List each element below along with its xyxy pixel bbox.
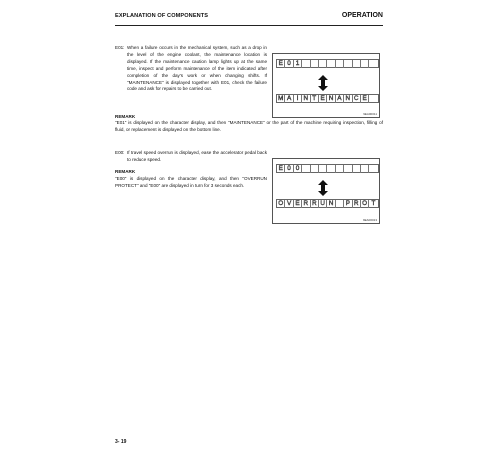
e00-code: E00: — [115, 150, 125, 155]
e00-paragraph — [115, 150, 267, 164]
e00-text: If travel speed overrun is displayed, ease the accelerator pedal back to reduce speed. — [127, 150, 267, 162]
lcd-character-cell — [369, 60, 377, 68]
page-number: 3- 19 — [115, 439, 127, 445]
lcd-character-cell — [353, 165, 361, 173]
e01-code: E01: — [115, 45, 125, 50]
lcd-character-cell: N — [327, 200, 335, 208]
lcd-character-cell: O — [361, 200, 369, 208]
double-arrow-icon — [318, 180, 328, 196]
lcd-character-cell: 1 — [294, 60, 302, 68]
lcd-character-cell — [311, 165, 319, 173]
lcd-character-cell: T — [371, 200, 376, 207]
display-figure-1 — [272, 53, 380, 118]
lcd-character-cell: E — [361, 95, 369, 103]
lcd-character-cell: R — [353, 200, 361, 208]
figure-id: 9EA00013 — [362, 218, 377, 222]
lcd-character-cell — [344, 165, 352, 173]
lcd-bottom-line — [276, 94, 379, 103]
lcd-character-cell — [311, 60, 319, 68]
lcd-character-cell — [361, 165, 369, 173]
lcd-character-cell — [369, 95, 377, 103]
display-figure-2 — [272, 158, 380, 224]
remark-2-text: "E00" is displayed on the character display, and then "OVERRUN PROTECT" and "E00" are displayed in turn for 3 seconds each. — [115, 176, 267, 188]
lcd-character-cell: R — [302, 200, 310, 208]
section-title: EXPLANATION OF COMPONENTS — [115, 13, 209, 19]
lcd-character-cell — [361, 60, 369, 68]
lcd-character-cell — [336, 200, 344, 208]
lcd-top-line — [276, 164, 379, 173]
double-arrow-icon — [318, 75, 328, 91]
lcd-character-cell — [353, 60, 361, 68]
lcd-character-cell: C — [353, 95, 361, 103]
figure-id: 9EA00011 — [363, 112, 377, 116]
lcd-character-cell: N — [327, 95, 335, 103]
lcd-character-cell — [302, 60, 310, 68]
lcd-character-cell: N — [344, 95, 352, 103]
lcd-character-cell: E — [277, 165, 285, 173]
lcd-character-cell — [369, 165, 377, 173]
lcd-character-cell: P — [344, 200, 352, 208]
lcd-character-cell: T — [311, 95, 319, 103]
lcd-character-cell: E — [294, 200, 302, 208]
lcd-character-cell: 0 — [285, 60, 293, 68]
lcd-character-cell — [319, 60, 327, 68]
lcd-character-cell: I — [294, 95, 302, 103]
lcd-character-cell: V — [285, 200, 293, 208]
lcd-character-cell: A — [285, 95, 293, 103]
lcd-top-line — [276, 59, 379, 68]
chapter-title: OPERATION — [341, 12, 383, 19]
page-header — [115, 13, 383, 26]
lcd-character-cell — [336, 165, 344, 173]
lcd-character-cell: E — [319, 95, 327, 103]
lcd-character-cell — [344, 60, 352, 68]
lcd-character-cell: 0 — [285, 165, 293, 173]
lcd-character-cell — [302, 165, 310, 173]
lcd-character-cell: 0 — [294, 165, 302, 173]
lcd-bottom-line — [276, 199, 379, 208]
lcd-character-cell: U — [319, 200, 327, 208]
lcd-character-cell — [319, 165, 327, 173]
lcd-character-cell: A — [336, 95, 344, 103]
lcd-character-cell: R — [311, 200, 319, 208]
lcd-character-cell: M — [277, 95, 285, 103]
lcd-character-cell: O — [277, 200, 285, 208]
lcd-character-cell — [327, 60, 335, 68]
lcd-character-cell — [327, 165, 335, 173]
remark-1-title: REMARK — [115, 114, 136, 119]
remark-2-title: REMARK — [115, 169, 136, 174]
lcd-character-cell — [336, 60, 344, 68]
e01-paragraph — [115, 45, 267, 93]
remark-1-text: "E01" is displayed on the character display, and then "MAINTENANCE" or the part of the machine requiring inspection, filling of fluid, or replacement is displayed on the bottom line. — [115, 120, 383, 132]
e01-text: When a failure occurs in the mechanical system, such as a drop in the level of the engine coolant, the maintenance location is displayed. If the maintenance caution lamp lights up at the same time, inspect and perform maintenance of the item indicated after completion of the day's work or when changing shifts. If "MAINTENANCE" is displayed together with E01, check the failure code and ask for repairs to be carried out. — [127, 45, 267, 92]
lcd-character-cell: N — [302, 95, 310, 103]
lcd-character-cell: E — [277, 60, 285, 68]
